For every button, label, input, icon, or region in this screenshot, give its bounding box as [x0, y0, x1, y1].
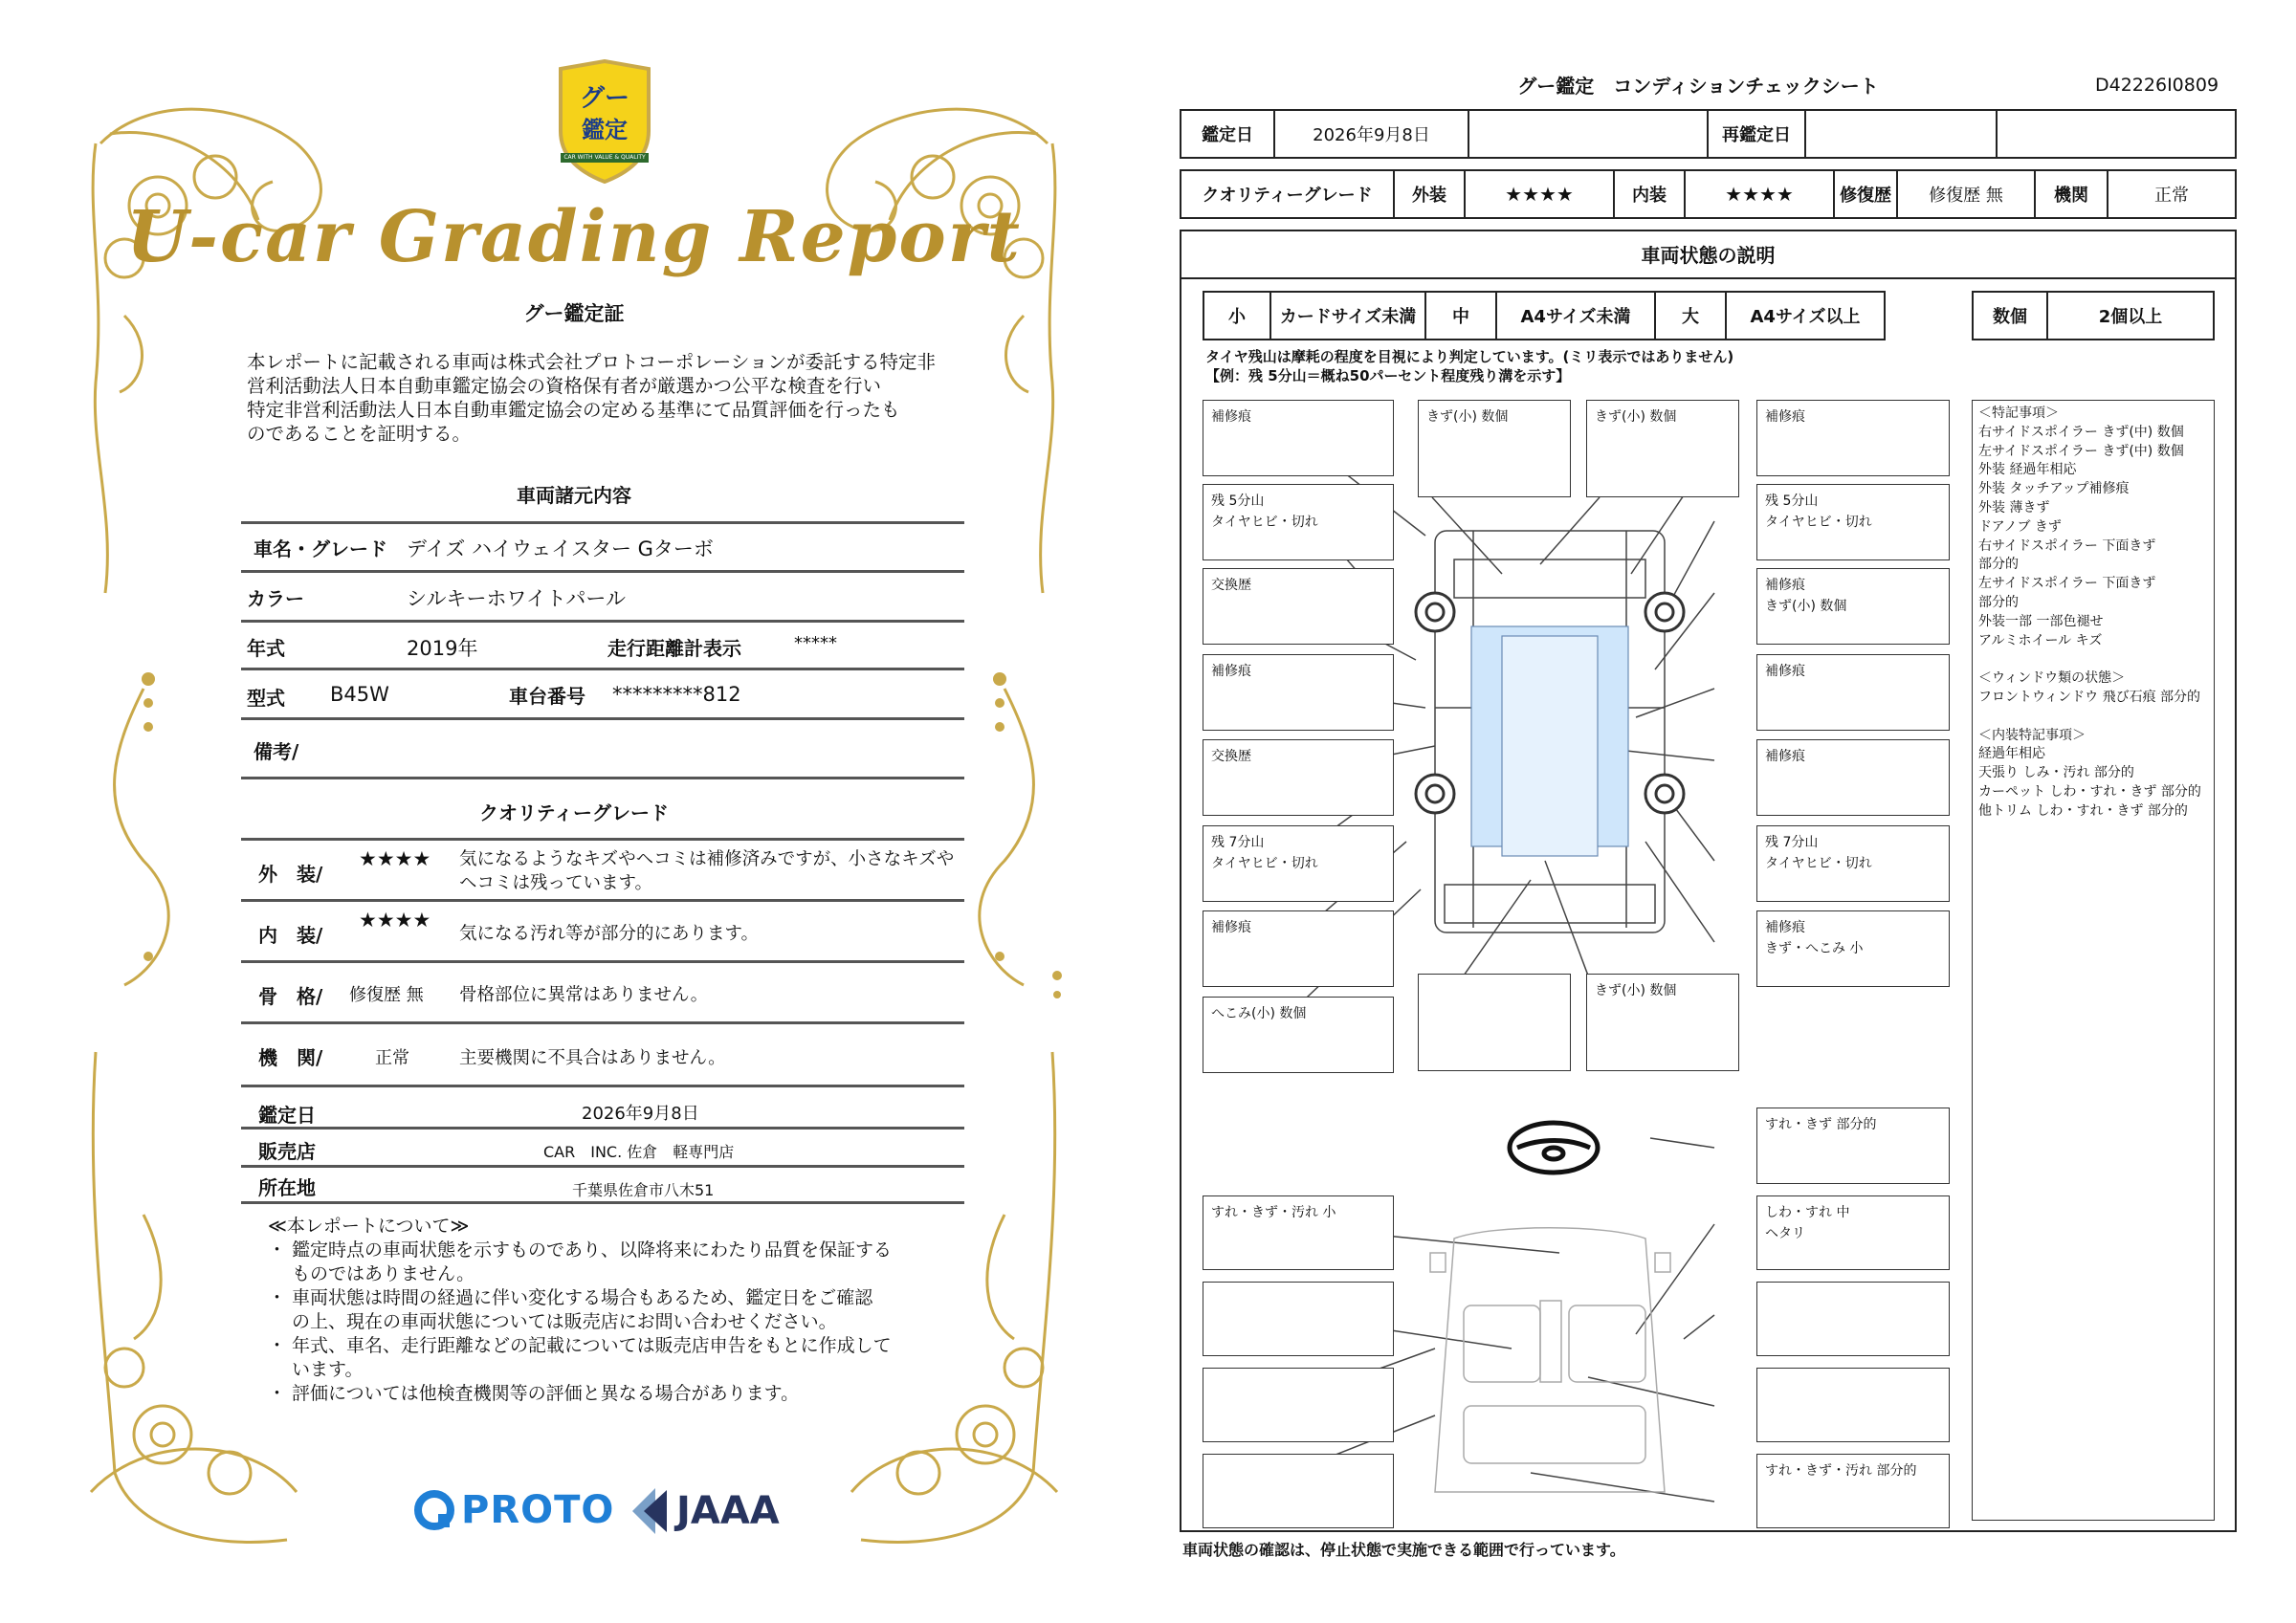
annotation-text: すれ・きず・汚れ 部分的 [1765, 1463, 1917, 1479]
shop-label: 販売店 [258, 1140, 316, 1163]
remarks-label: 備考/ [254, 740, 299, 763]
annotation-box-front-left-tire [1203, 484, 1394, 560]
sheet-title: グー鑑定 コンディションチェックシート [1517, 75, 1879, 98]
annotation-text: 補修痕 [1211, 409, 1251, 425]
year-label: 年式 [247, 637, 285, 660]
jaaa-logo [627, 1484, 780, 1538]
special-note-line: アルミホイール キズ [1978, 632, 2103, 648]
special-note-line: 左サイドスポイラー 下面きず [1978, 576, 2156, 592]
notes-heading: ≪本レポートについて≫ [268, 1216, 470, 1237]
section-title: 車両状態の説明 [1180, 230, 2237, 279]
annotation-box-steering [1756, 1108, 1950, 1184]
annotation-text: 交換歴 [1211, 578, 1251, 593]
frame-grade: 修復歴 無 [349, 985, 424, 1005]
intro-line: 営利活動法人日本自動車鑑定協会の資格保有者が厳選かつ公平な検査を行い [247, 375, 882, 397]
annotation-box-rear-right-tire [1756, 825, 1950, 902]
annotation-text: しわ・すれ 中 [1765, 1205, 1850, 1220]
note-line: の上、現在の車両状態については販売店にお問い合わせください。 [268, 1311, 837, 1332]
annotation-text: 残 7分山 [1211, 835, 1265, 850]
special-note-line: 外装 薄きず [1978, 499, 2050, 515]
engine-comment: 主要機関に不具合はありません。 [459, 1048, 726, 1068]
annotation-box-driver-seat [1756, 1195, 1950, 1270]
annotation-box-rear-bumper-left [1418, 974, 1571, 1071]
annotation-box-front-bumper-right [1586, 400, 1739, 497]
mileage-label: 走行距離計表示 [607, 637, 741, 660]
annotation-text: すれ・きず 部分的 [1765, 1117, 1877, 1132]
exterior-label: 外装 [1393, 169, 1466, 219]
intro-line: のであることを証明する。 [247, 423, 472, 445]
annotation-box-dashboard [1203, 1195, 1394, 1270]
annotation-text: 補修痕 [1765, 920, 1805, 935]
annotation-box-front-right-fender [1756, 400, 1950, 476]
annotation-text: きず(小) 数個 [1765, 599, 1847, 614]
annotation-text: タイヤヒビ・切れ [1765, 856, 1872, 871]
proto-mark-icon [413, 1489, 455, 1531]
emblem-line1: グー [579, 84, 629, 113]
annotation-box-front-bumper-left [1418, 400, 1571, 497]
chassis-value: *********812 [612, 683, 741, 706]
exterior-comment [459, 847, 954, 895]
special-note-line: ドアノブ きず [1978, 518, 2062, 535]
chassis-label: 車台番号 [509, 685, 585, 708]
location-label: 所在地 [258, 1176, 316, 1199]
comment-line: 気になるようなキズやヘコミは補修済みですが、小さなキズや [459, 849, 955, 869]
annotation-box-right-side [1756, 654, 1950, 731]
frame-label: 骨 格/ [258, 985, 323, 1008]
legend-small-desc: カードサイズ未満 [1269, 291, 1426, 340]
legend-large-desc: A4サイズ以上 [1725, 291, 1886, 340]
jaaa-mark-icon [627, 1484, 673, 1538]
special-note-line: 部分的 [1978, 557, 2019, 573]
annotation-text: タイヤヒビ・切れ [1211, 856, 1318, 871]
annotation-text: 補修痕 [1765, 409, 1805, 425]
special-note-line: 外装 経過年相応 [1978, 462, 2077, 478]
exterior-label: 外 装/ [258, 863, 323, 886]
annotation-box-rear-seat-left [1203, 1454, 1394, 1528]
annotation-box-right-door-trim [1756, 1282, 1950, 1356]
goo-emblem [553, 59, 656, 184]
interior-grade: ★★★★ [1684, 169, 1835, 219]
special-note-line: ＜特記事項＞ [1978, 406, 2059, 421]
annotation-box-front-right-tire [1756, 484, 1950, 560]
legend-count: 数個 [1972, 291, 2048, 340]
intro-line: 本レポートに記載される車両は株式会社プロトコーポレーションが委託する特定非 [247, 351, 936, 373]
annotation-text: 補修痕 [1765, 749, 1805, 764]
interior-grade: ★★★★ [359, 909, 431, 932]
engine-grade: 正常 [375, 1048, 409, 1068]
annotation-text: 残 7分山 [1765, 835, 1819, 850]
special-note-line: 右サイドスポイラー きず(中) 数個 [1978, 424, 2184, 440]
special-notes-panel [1972, 400, 2215, 1521]
annotation-text: きず(小) 数個 [1595, 983, 1677, 998]
annotation-text: 補修痕 [1765, 664, 1805, 679]
legend-small: 小 [1203, 291, 1271, 340]
annotation-box-left-side [1203, 654, 1394, 731]
note-line: ・ 年式、車名、走行距離などの記載については販売店申告をもとに作成して [268, 1335, 892, 1356]
notes [268, 1215, 957, 1406]
annotation-box-front-left-door [1203, 568, 1394, 645]
frame-comment: 骨格部位に異常はありません。 [459, 985, 709, 1005]
interior-comment: 気になる汚れ等が部分的にあります。 [459, 924, 760, 944]
car-name-label: 車名・グレード [254, 537, 387, 560]
condition-check-sheet [1148, 0, 2296, 1623]
note-line: います。 [268, 1359, 364, 1380]
legend-count-desc: 2個以上 [2046, 291, 2215, 340]
exterior-grade: ★★★★ [359, 847, 431, 870]
steering-wheel-icon [1510, 1123, 1598, 1173]
inspection-date-label: 鑑定日 [1180, 109, 1275, 159]
annotation-text: すれ・きず・汚れ 小 [1211, 1205, 1336, 1220]
spec-heading: 車両諸元内容 [517, 484, 631, 507]
special-note-line: 右サイドスポイラー 下面きず [1978, 537, 2156, 554]
quality-heading: クオリティーグレード [479, 801, 669, 824]
legend-mid: 中 [1424, 291, 1497, 340]
special-note-line: 天張り しみ・汚れ 部分的 [1978, 765, 2134, 781]
model-label: 型式 [247, 687, 285, 710]
annotation-box-rear-left-bumper [1203, 997, 1394, 1073]
annotation-text: ヘタリ [1765, 1226, 1805, 1241]
annotation-text: 補修痕 [1211, 920, 1251, 935]
special-note-line: カーペット しわ・すれ・きず 部分的 [1978, 783, 2201, 800]
legend-large: 大 [1654, 291, 1727, 340]
annotation-text: 交換歴 [1211, 749, 1251, 764]
legend-mid-desc: A4サイズ未満 [1495, 291, 1656, 340]
annotation-box-rear-left-tire [1203, 825, 1394, 902]
engine-label: 機 関/ [258, 1046, 323, 1069]
annotation-text: タイヤヒビ・切れ [1765, 515, 1872, 530]
model-value: B45W [330, 683, 389, 706]
special-note-line: 左サイドスポイラー きず(中) 数個 [1978, 443, 2184, 459]
repair-history-value: 修復歴 無 [1896, 169, 2036, 219]
note-line: ・ 評価については他検査機関等の評価と異なる場合があります。 [268, 1383, 800, 1404]
inspection-date-label: 鑑定日 [258, 1104, 316, 1127]
intro-text [247, 350, 955, 446]
emblem-band: CAR WITH VALUE & QUALITY [563, 154, 646, 161]
note-line: ・ 鑑定時点の車両状態を示すものであり、以降将来にわたり品質を保証する [268, 1239, 893, 1261]
reinspection-date-label: 再鑑定日 [1707, 109, 1806, 159]
annotation-box-rear-right-door [1756, 739, 1950, 816]
special-note-line: 外装 タッチアップ補修痕 [1978, 481, 2130, 497]
annotation-box-front-left-fender [1203, 400, 1394, 476]
inspection-date-value: 2026年9月8日 [1273, 109, 1469, 159]
interior-label: 内装 [1613, 169, 1686, 219]
car-name-value: デイズ ハイウェイスター Gターボ [407, 537, 714, 560]
special-note-line: 部分的 [1978, 594, 2019, 610]
interior-label: 内 装/ [258, 924, 323, 947]
tire-note-2: 【例：残 5分山＝概ね50パーセント程度残り溝を示す】 [1205, 367, 1571, 384]
annotation-text: きず(小) 数個 [1426, 409, 1509, 425]
special-note-line: 他トリム しわ・すれ・きず 部分的 [1978, 802, 2188, 819]
special-note-line: フロントウィンドウ 飛び石痕 部分的 [1978, 689, 2201, 705]
special-note-line: 外装一部 一部色褪せ [1978, 613, 2104, 629]
annotation-box-passenger-seat [1203, 1282, 1394, 1356]
annotation-box-rear-left-quarter [1203, 910, 1394, 987]
year-value: 2019年 [407, 637, 478, 660]
annotation-box-rear-right-quarter [1756, 910, 1950, 987]
special-note-line: ＜ウィンドウ類の状態＞ [1978, 670, 2126, 687]
exterior-grade: ★★★★ [1464, 169, 1615, 219]
note-line: ものではありません。 [268, 1263, 475, 1284]
annotation-text: へこみ(小) 数個 [1211, 1006, 1307, 1021]
annotation-box-rear-left-door [1203, 739, 1394, 816]
proto-logo [413, 1488, 614, 1532]
inspection-date-value: 2026年9月8日 [582, 1104, 699, 1124]
annotation-box-left-door-trim [1203, 1368, 1394, 1442]
mileage-value: ***** [794, 633, 837, 653]
annotation-text: タイヤヒビ・切れ [1211, 515, 1318, 530]
script-title: U-car Grading Report [126, 196, 1022, 278]
annotation-box-front-right-door [1756, 568, 1950, 645]
annotation-text: 残 5分山 [1765, 493, 1819, 509]
intro-line: 特定非営利活動法人日本自動車鑑定協会の定める基準にて品質評価を行ったも [247, 399, 900, 421]
certificate-title: グー鑑定証 [523, 302, 625, 325]
comment-line: ヘコミは残っています。 [459, 873, 653, 893]
repair-history-label: 修復歴 [1833, 169, 1898, 219]
emblem-line2: 鑑定 [582, 117, 628, 143]
jaaa-wordmark: JAAA [676, 1489, 780, 1533]
footer-note: 車両状態の確認は、停止状態で実施できる範囲で行っています。 [1182, 1541, 1625, 1559]
engine-value: 正常 [2107, 169, 2237, 219]
shop-value: CAR INC. 佐倉 軽専門店 [543, 1143, 735, 1161]
annotation-text: 補修痕 [1211, 664, 1251, 679]
annotation-text: きず・へこみ 小 [1765, 941, 1864, 956]
special-note-line: 経過年相応 [1978, 746, 2045, 762]
proto-wordmark: PROTO [461, 1488, 615, 1532]
annotation-box-console [1756, 1368, 1950, 1442]
special-note-line: ＜内装特記事項＞ [1978, 727, 2086, 743]
location-value: 千葉県佐倉市八木51 [572, 1181, 715, 1199]
annotation-text: 補修痕 [1765, 578, 1805, 593]
annotation-box-rear-seat [1756, 1454, 1950, 1528]
color-label: カラー [247, 587, 304, 610]
annotation-box-rear-bumper-right [1586, 974, 1739, 1071]
doc-id: D42226I0809 [2095, 75, 2219, 96]
quality-grade-label: クオリティーグレード [1180, 169, 1395, 219]
color-value: シルキーホワイトパール [407, 587, 627, 610]
note-line: ・ 車両状態は時間の経過に伴い変化する場合もあるため、鑑定日をご確認 [268, 1287, 873, 1308]
tire-note-1: タイヤ残山は摩耗の程度を目視により判定しています。(ミリ表示ではありません) [1205, 348, 1734, 365]
annotation-text: 残 5分山 [1211, 493, 1265, 509]
annotation-text: きず(小) 数個 [1595, 409, 1677, 425]
engine-label: 機関 [2034, 169, 2108, 219]
